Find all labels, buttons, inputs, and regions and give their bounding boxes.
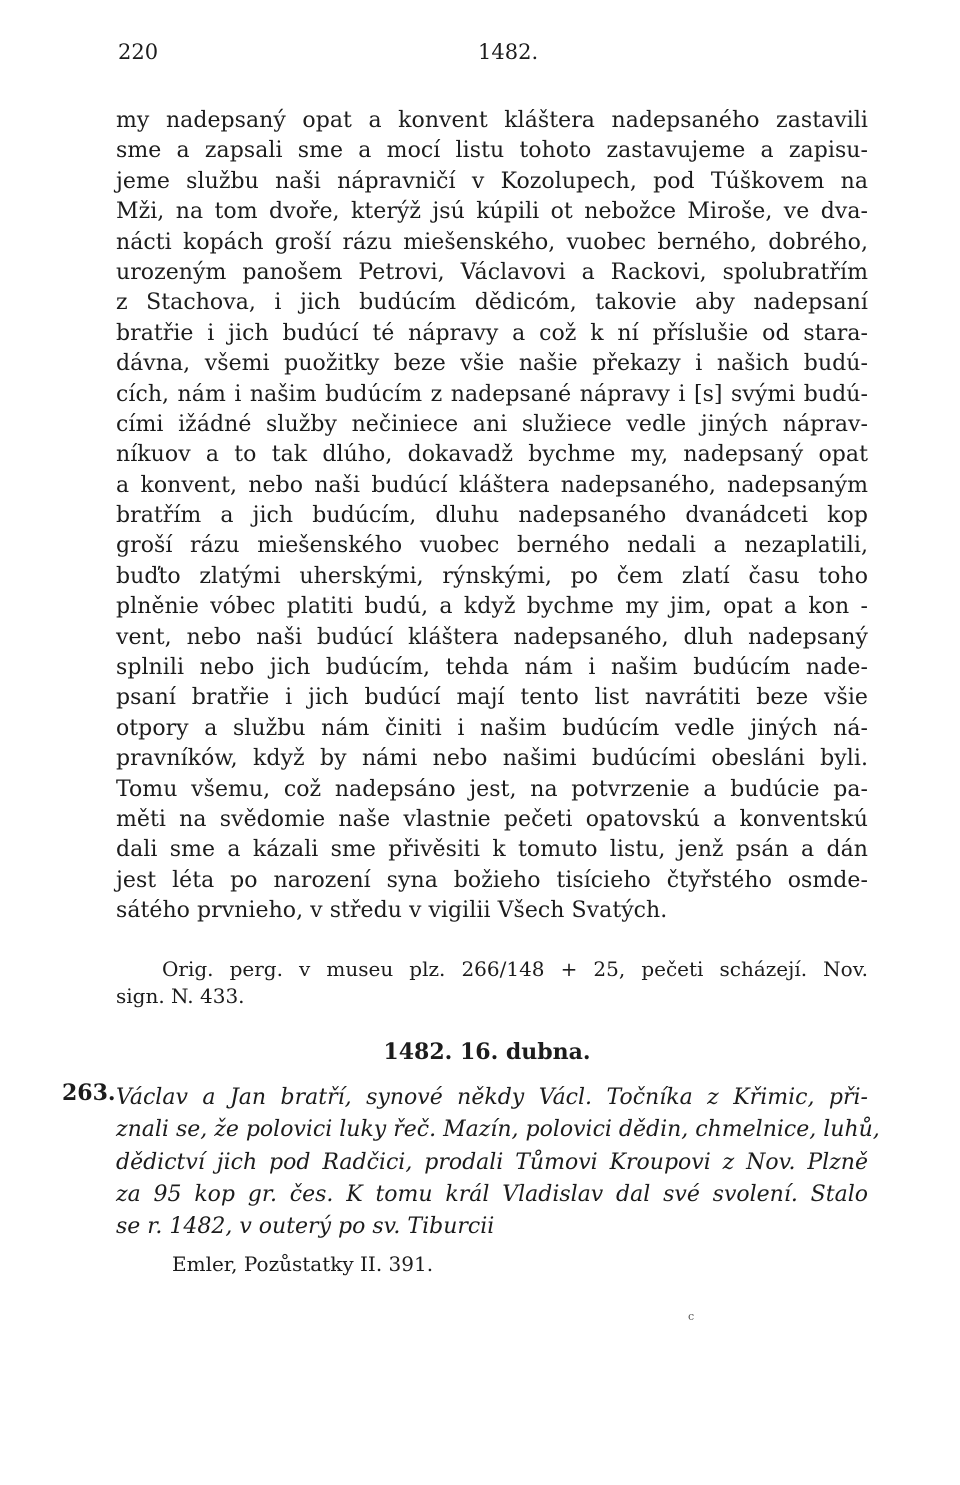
text-line: urozeným panošem Petrovi, Václavovi a Rackovi, spolubratřím	[116, 259, 868, 285]
abstract-line: dědictví jich pod Radčici, prodali Tůmovi Kroupovi z Nov. Plzně	[116, 1149, 868, 1175]
running-head-year: 1482.	[478, 40, 539, 64]
entry-citation: Emler, Pozůstatky II. 391.	[172, 1252, 434, 1276]
text-line: dali sme a kázali sme přivěsiti k tomuto listu, jenž psán a dán	[116, 837, 868, 863]
page-number: 220	[118, 40, 159, 64]
text-line: níkuov a to tak dlúho, dokavadž bychme my, nadepsaný opat	[116, 442, 868, 468]
text-line: bratřím a jich budúcím, dluhu nadepsaného dvanádceti kop	[116, 503, 868, 529]
source-note	[116, 956, 868, 1010]
text-line: buďto zlatými uherskými, rýnskými, po čem zlatí času toho	[116, 563, 868, 589]
page-header	[118, 40, 863, 74]
text-line: nácti kopách groší rázu miešenského, vuobec berného, dobrého,	[116, 229, 868, 255]
text-line: plněnie vóbec platiti budú, a když bychme my jim, opat a kon -	[116, 594, 868, 620]
text-line: měti na svědomie naše vlastnie pečeti opatovskú a konventskú	[116, 806, 868, 832]
text-line: sme a zapsali sme a mocí listu tohoto zastavujeme a zapisu-	[116, 138, 868, 164]
text-line: groší rázu miešenského vuobec berného nedali a nezaplatili,	[116, 533, 868, 559]
text-line: vent, nebo naši budúcí kláštera nadepsaného, dluh nadepsaný	[116, 624, 868, 650]
abstract-line: znali se, že polovici luky řeč. Mazín, polovici dědin, chmelnice, luhů,	[116, 1117, 880, 1143]
entry-abstract	[116, 1082, 880, 1243]
text-line: jest léta po narození syna božieho tisícieho čtyřstého osmde-	[116, 867, 868, 893]
abstract-line: za 95 kop gr. čes. K tomu král Vladislav dal své svolení. Stalo	[116, 1181, 868, 1207]
text-line: cích, nám i našim budúcím z nadepsané nápravy i [s] svými budú-	[116, 381, 868, 407]
abstract-line: se r. 1482, v outerý po sv. Tiburcii	[116, 1214, 495, 1240]
text-line: cími ižádné služby nečiniece ani služiece vedle jiných náprav-	[116, 411, 868, 437]
text-line: jeme službu naši nápravničí v Kozolupech, pod Túškovem na	[116, 168, 868, 194]
entry-date-heading: 1482. 16. dubna.	[383, 1039, 591, 1065]
text-line: dávna, všemi puožitky beze všie našie překazy i našich budú-	[116, 351, 868, 377]
text-line: pravníków, když by námi nebo našimi budúcími obesláni byli.	[116, 746, 868, 772]
text-line: splnili nebo jich budúcím, tehda nám i našim budúcím nade-	[116, 655, 868, 681]
text-line: my nadepsaný opat a konvent kláštera nadepsaného zastavili	[116, 108, 868, 133]
text-line: a konvent, nebo naši budúcí kláštera nadepsaného, nadepsaným	[116, 472, 868, 498]
text-line: bratřie i jich budúcí té nápravy a což k ní příslušie od stara-	[116, 320, 868, 346]
source-note-line: sign. N. 433.	[116, 984, 245, 1008]
charter-text	[116, 106, 868, 927]
stray-mark: c	[688, 1310, 695, 1323]
text-line: Mži, na tom dvoře, kterýž jsú kúpili ot nebožce Miroše, ve dva-	[116, 199, 868, 225]
text-line: z Stachova, i jich budúcím dědicóm, takovie aby nadepsaní	[116, 290, 868, 316]
abstract-line: Václav a Jan bratří, synové někdy Václ. Točníka z Křimic, při-	[116, 1085, 868, 1110]
source-note-line: Orig. perg. v museu plz. 266/148 + 25, pečeti scházejí. Nov.	[162, 957, 868, 981]
text-line: psaní bratřie i jich budúcí mají tento list navrátiti beze všie	[116, 685, 868, 711]
text-line: otpory a službu nám činiti i našim budúcím vedle jiných ná-	[116, 715, 868, 741]
entry-number: 263.	[62, 1080, 116, 1106]
text-line: Tomu všemu, což nadepsáno jest, na potvrzenie a budúcie pa-	[116, 776, 868, 802]
text-line: sátého prvnieho, v středu v vigilii Všech Svatých.	[116, 898, 668, 924]
